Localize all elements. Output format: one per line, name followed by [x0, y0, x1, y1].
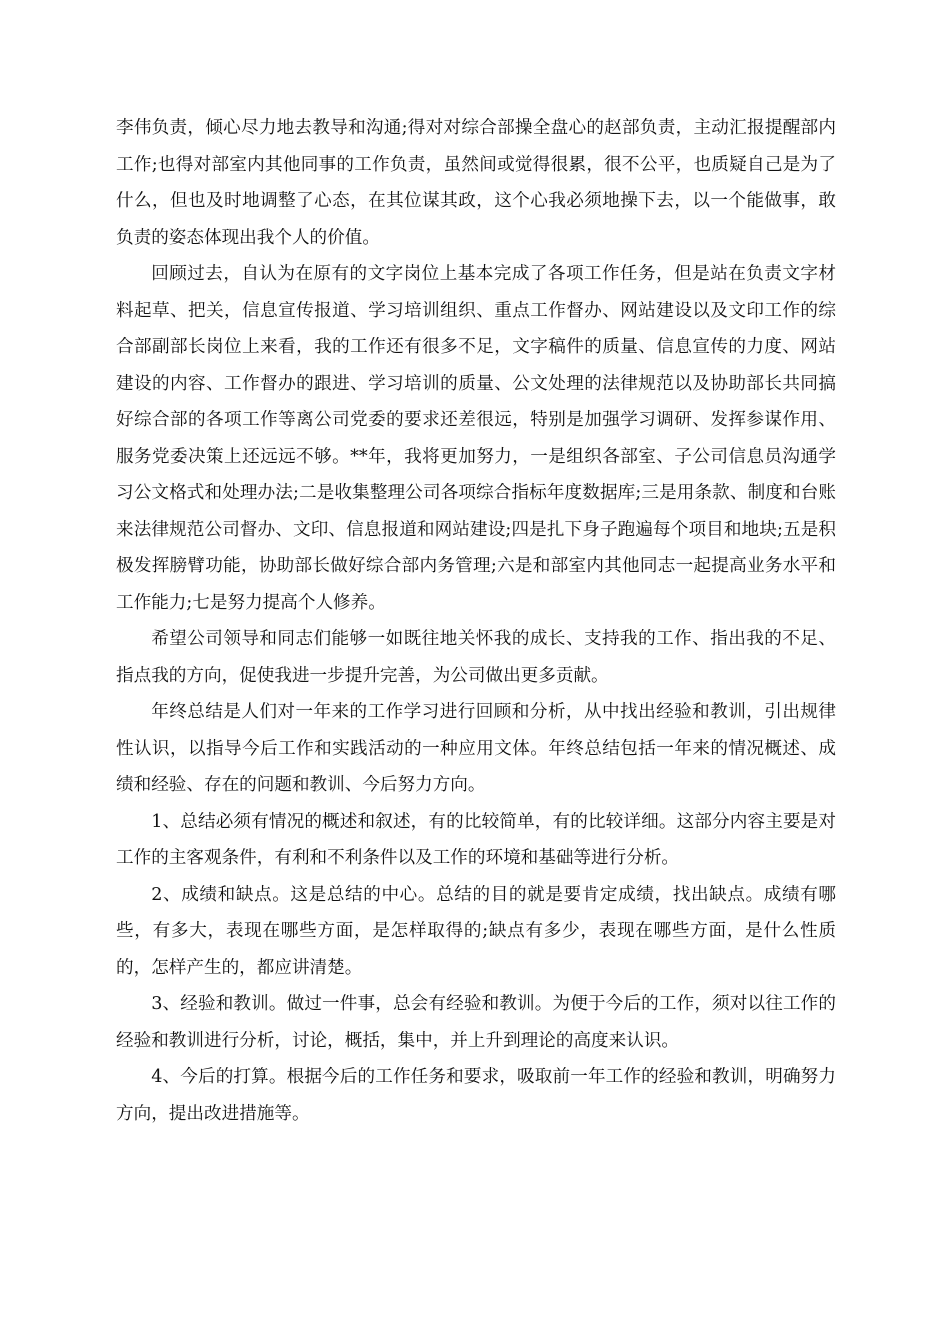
paragraph-point-1: 1、总结必须有情况的概述和叙述，有的比较简单，有的比较详细。这部分内容主要是对工作的主客观条件，有利和不利条件以及工作的环境和基础等进行分析。 — [116, 811, 836, 868]
paragraph-hope: 希望公司领导和同志们能够一如既往地关怀我的成长、支持我的工作、指出我的不足、指点我的方向，促使我进一步提升完善，为公司做出更多贡献。 — [116, 629, 836, 686]
document-page — [116, 110, 836, 1132]
paragraph-point-3: 3、经验和教训。做过一件事，总会有经验和教训。为便于今后的工作，须对以往工作的经验和教训进行分析，讨论，概括，集中，并上升到理论的高度来认识。 — [116, 994, 836, 1051]
paragraph-review: 回顾过去，自认为在原有的文字岗位上基本完成了各项工作任务，但是站在负责文字材料起草、把关，信息宣传报道、学习培训组织、重点工作督办、网站建设以及文印工作的综合部副部长岗位上来看，我的工作还有很多不足，文字稿件的质量、信息宣传的力度、网站建设的内容、工作督办的跟进、学习培训的质量、公文处理的法律规范以及协助部长共同搞好综合部的各项工作等离公司党委的要求还差很远，特别是加强学习调研、发挥参谋作用、服务党委决策上还远远不够。**年，我将更加努力，一是组织各部室、子公司信息员沟通学习公文格式和处理办法;二是收集整理公司各项综合指标年度数据库;三是用条款、制度和台账来法律规范公司督办、文印、信息报道和网站建设;四是扎下身子跑遍每个项目和地块;五是积极发挥膀臂功能，协助部长做好综合部内务管理;六是和部室内其他同志一起提高业务水平和工作能力;七是努力提高个人修养。 — [116, 264, 836, 613]
paragraph-continuation: 李伟负责，倾心尽力地去教导和沟通;得对对综合部操全盘心的赵部负责，主动汇报提醒部内工作;也得对部室内其他同事的工作负责，虽然间或觉得很累，很不公平，也质疑自己是为了什么，但也及时地调整了心态，在其位谋其政，这个心我必须地操下去，以一个能做事，敢负责的姿态体现出我个人的价值。 — [116, 118, 836, 248]
paragraph-point-2: 2、成绩和缺点。这是总结的中心。总结的目的就是要肯定成绩，找出缺点。成绩有哪些，有多大，表现在哪些方面，是怎样取得的;缺点有多少，表现在哪些方面，是什么性质的，怎样产生的，都应讲清楚。 — [116, 884, 836, 978]
paragraph-point-4: 4、今后的打算。根据今后的工作任务和要求，吸取前一年工作的经验和教训，明确努力方向，提出改进措施等。 — [116, 1067, 836, 1124]
paragraph-summary-definition: 年终总结是人们对一年来的工作学习进行回顾和分析，从中找出经验和教训，引出规律性认识，以指导今后工作和实践活动的一种应用文体。年终总结包括一年来的情况概述、成绩和经验、存在的问题和教训、今后努力方向。 — [116, 702, 836, 795]
